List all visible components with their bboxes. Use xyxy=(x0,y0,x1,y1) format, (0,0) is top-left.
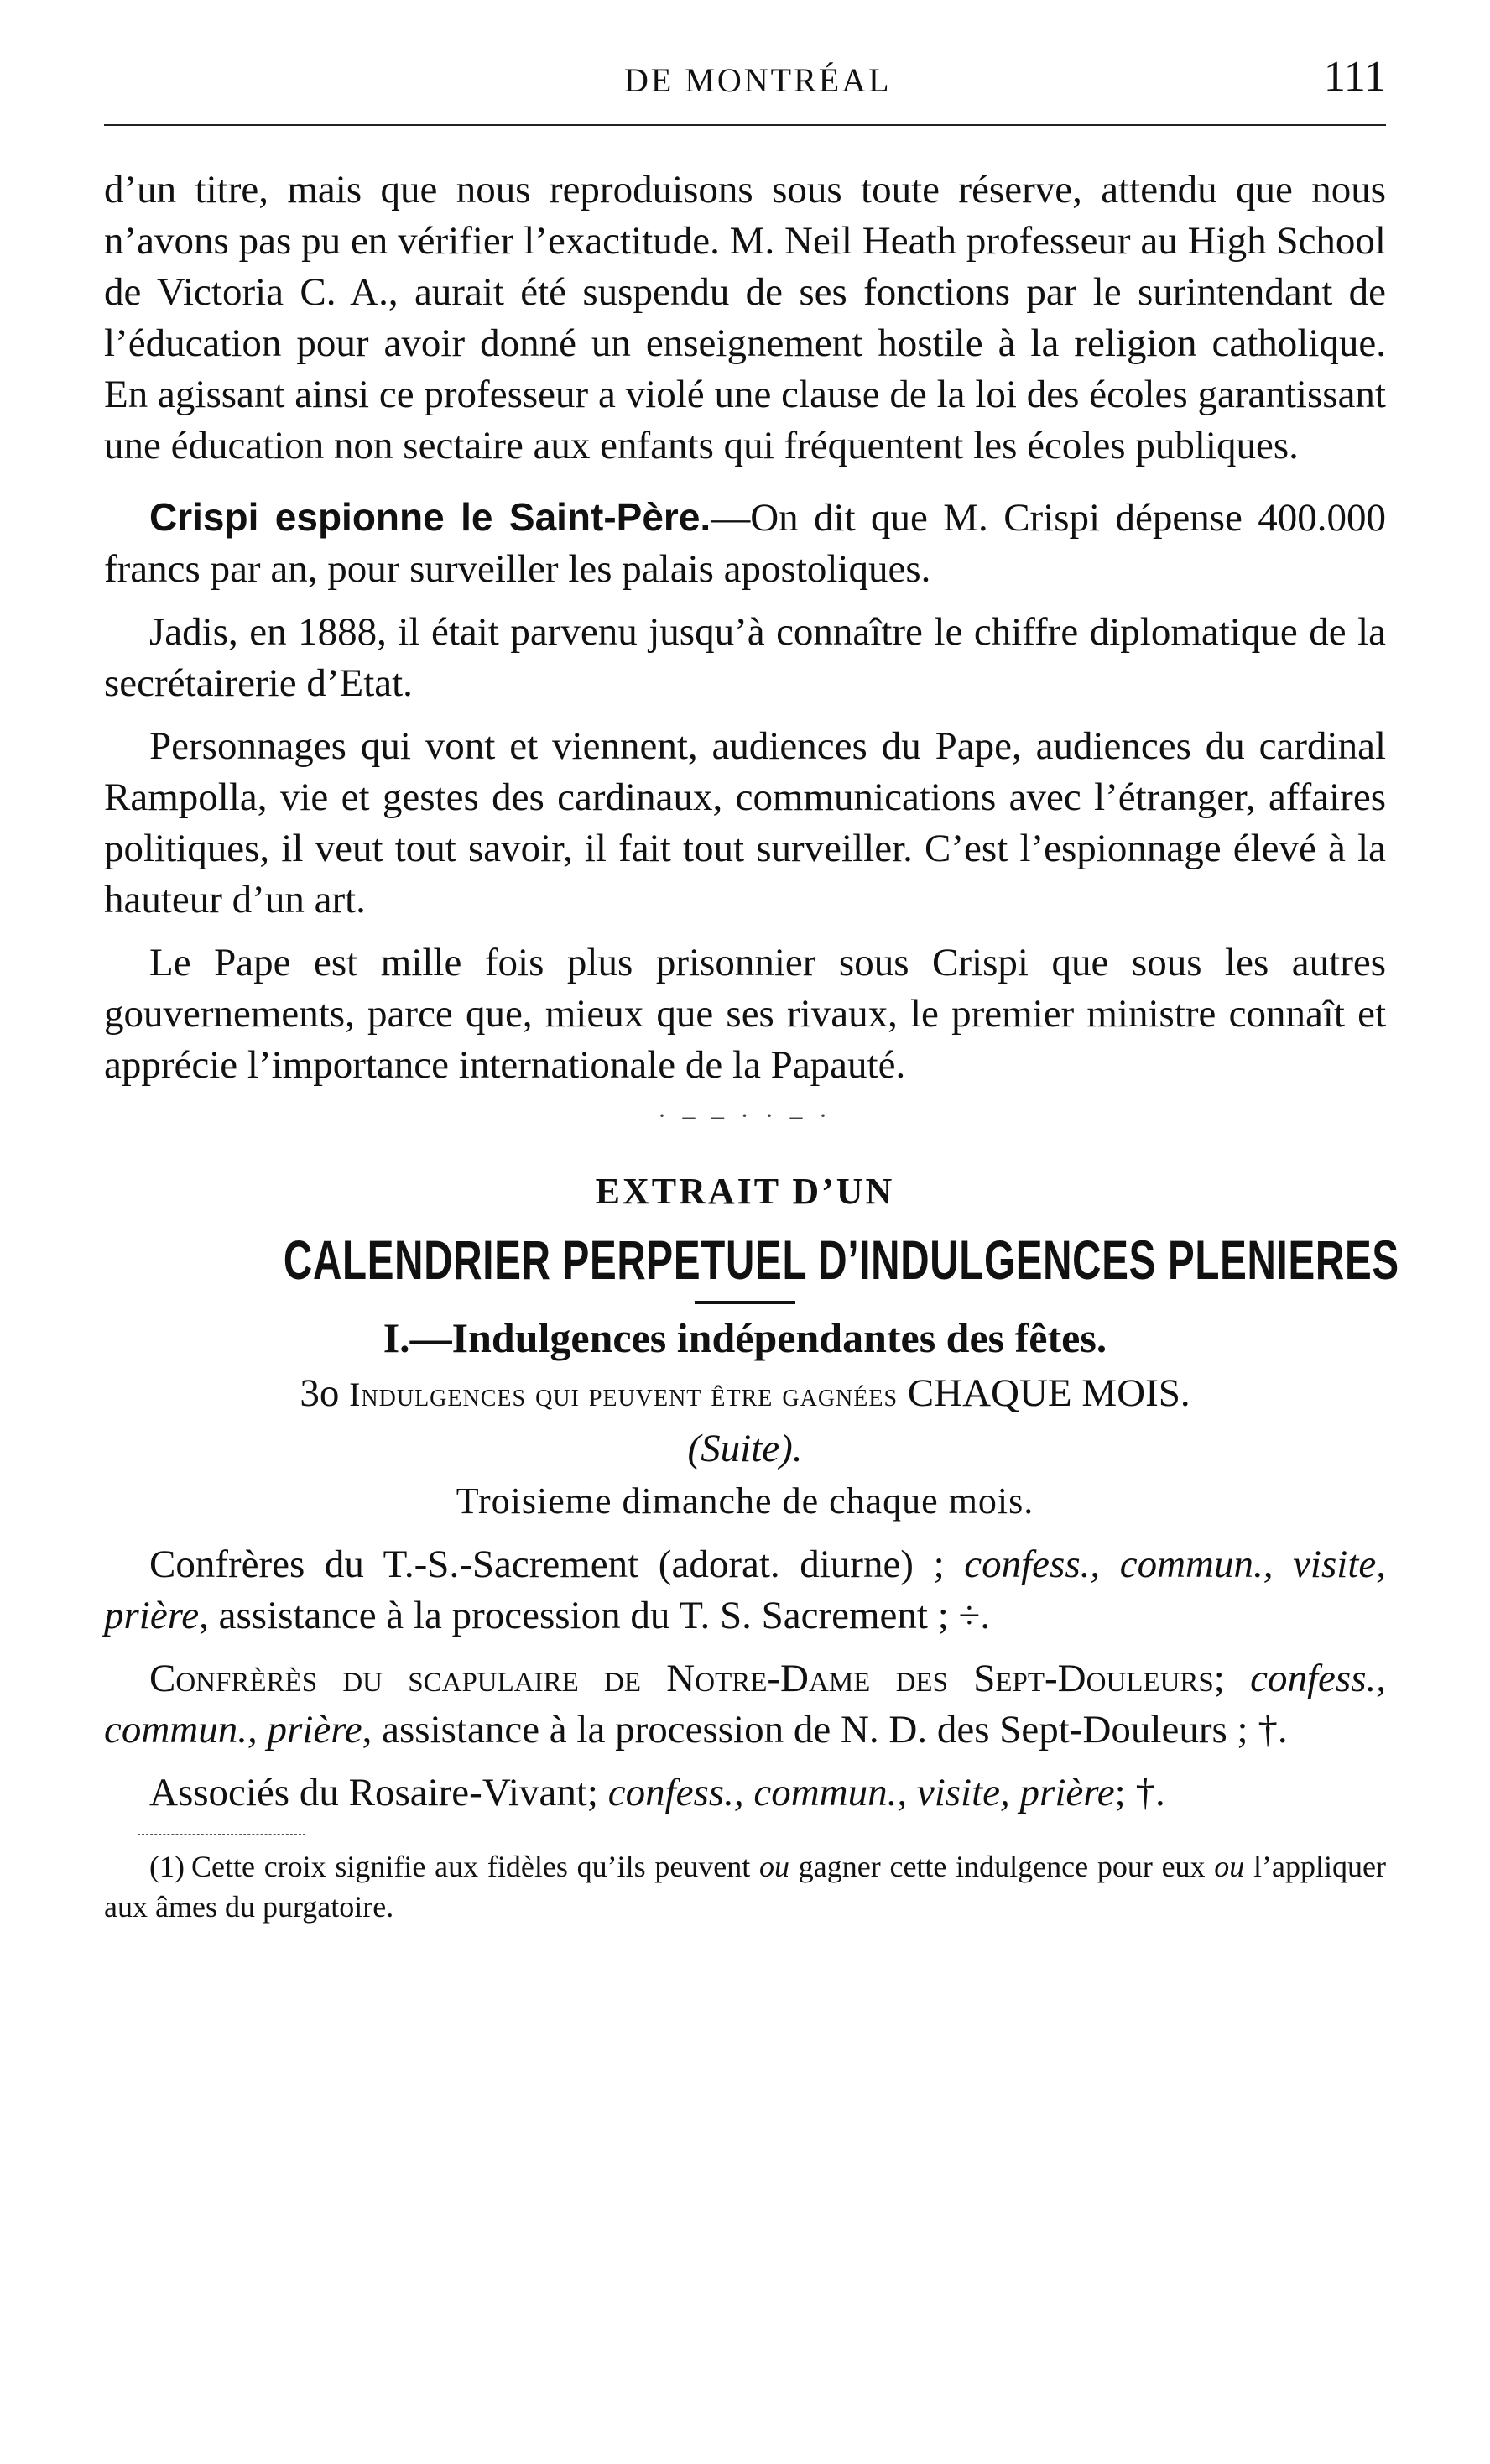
footnote-rule xyxy=(138,1834,305,1835)
book-page xyxy=(104,0,1399,2464)
subsection-caps: CHAQUE MOIS. xyxy=(907,1371,1190,1415)
subsection-smallcaps: Indulgences qui peuvent être gagnées xyxy=(349,1376,899,1413)
footnote-number: (1) xyxy=(149,1850,185,1883)
entry-sacrement-text: Confrères du T.-S.-Sacrement (adorat. diurne) ; xyxy=(149,1543,965,1586)
page-body xyxy=(104,164,1399,1927)
suite-label: (Suite). xyxy=(687,1427,803,1470)
entry-rosaire-mark: †. xyxy=(1135,1771,1165,1814)
footnote-text-b: gagner cette indulgence pour eux xyxy=(789,1850,1215,1883)
section-title: I.—Indulgences indépendantes des fêtes. xyxy=(383,1314,1107,1361)
entry-scapulaire-smallcaps: Confrèrès du scapulaire de Notre-Dame des Sept-Douleurs xyxy=(149,1657,1214,1700)
entry-rosaire-text: Associés du Rosaire-Vivant; xyxy=(149,1771,608,1814)
paragraph-heath: d’un titre, mais que nous reproduisons sous toute réserve, attendu que nous n’avons pas pu en vérifier l’exactitude. M. Neil Heath professeur au High School de Victoria C. A., aurait été suspendu de ses fonctions par le surintendant de l’éducation pour avoir donné un enseignement hostile à la religion catholique. En agissant ainsi ce professeur a violé une clause de la loi des écoles garantissant une éducation non sectaire aux enfants qui fréquentent les écoles publiques. xyxy=(104,168,1386,467)
running-head xyxy=(104,52,1386,102)
entry-scapulaire xyxy=(104,1653,1386,1756)
entry-rosaire-sep: ; xyxy=(1114,1771,1136,1814)
section-separator: · – – · · – · xyxy=(658,1102,832,1130)
entry-scapulaire-mark: †. xyxy=(1258,1708,1288,1751)
entry-sacrement-mark: ÷. xyxy=(958,1594,991,1637)
entry-rosaire-italic: confess., commun., visite, prière xyxy=(607,1771,1115,1814)
footnote-text-c: l’appliquer aux âmes du purgatoire. xyxy=(104,1850,1386,1924)
paragraph-crispi xyxy=(104,492,1386,595)
header-rule xyxy=(104,124,1386,126)
entry-sacrement-rest: , assistance à la procession du T. S. Sacrement ; xyxy=(199,1594,959,1637)
footnote-italic-1: ou xyxy=(759,1850,790,1883)
extrait-heading: EXTRAIT D’UN xyxy=(595,1171,895,1212)
paragraph-personnages: Personnages qui vont et viennent, audiences du Pape, audiences du cardinal Rampolla, vie et gestes des cardinaux, communications avec l’étranger, affaires politiques, il veut tout savoir, il fait tout surveiller. C’est l’espionnage élevé à la hauteur d’un art. xyxy=(104,724,1386,921)
sunday-heading: Troisieme dimanche de chaque mois. xyxy=(456,1480,1034,1522)
footnote xyxy=(104,1846,1386,1927)
paragraph-jadis: Jadis, en 1888, il était parvenu jusqu’à connaître le chiffre diplomatique de la secrétairerie d’Etat. xyxy=(104,610,1386,705)
title-rule xyxy=(695,1301,795,1304)
page-number: 111 xyxy=(1323,53,1386,101)
entry-scapulaire-italic: confess., commun., prière xyxy=(104,1657,1386,1751)
running-title: DE MONTRÉAL xyxy=(624,61,892,99)
entry-rosaire xyxy=(104,1767,1386,1819)
calendar-title: CALENDRIER PERPETUEL D’INDULGENCES PLENIERES xyxy=(283,1229,1399,1291)
footnote-italic-2: ou xyxy=(1214,1850,1245,1883)
entry-sacrement-italic: confess., commun., visite, prière xyxy=(104,1543,1387,1637)
subsection-number: 3o xyxy=(300,1371,340,1415)
entry-scapulaire-sep: ; xyxy=(1213,1657,1251,1700)
entry-scapulaire-rest: , assistance à la procession de N. D. des Sept-Douleurs ; xyxy=(362,1708,1258,1751)
crispi-headline: Crispi espionne le Saint-Père. xyxy=(149,495,711,539)
crispi-text: —On dit que M. Crispi dépense 400.000 francs par an, pour surveiller les palais apostoliques. xyxy=(104,496,1386,591)
entry-sacrement xyxy=(104,1539,1386,1642)
footnote-text-a: Cette croix signifie aux fidèles qu’ils peuvent xyxy=(190,1850,760,1883)
paragraph-pape: Le Pape est mille fois plus prisonnier sous Crispi que sous les autres gouvernements, parce que, mieux que ses rivaux, le premier ministre connaît et apprécie l’importance internationale de la Papauté. xyxy=(104,941,1386,1087)
subsection-heading xyxy=(104,1366,1386,1422)
